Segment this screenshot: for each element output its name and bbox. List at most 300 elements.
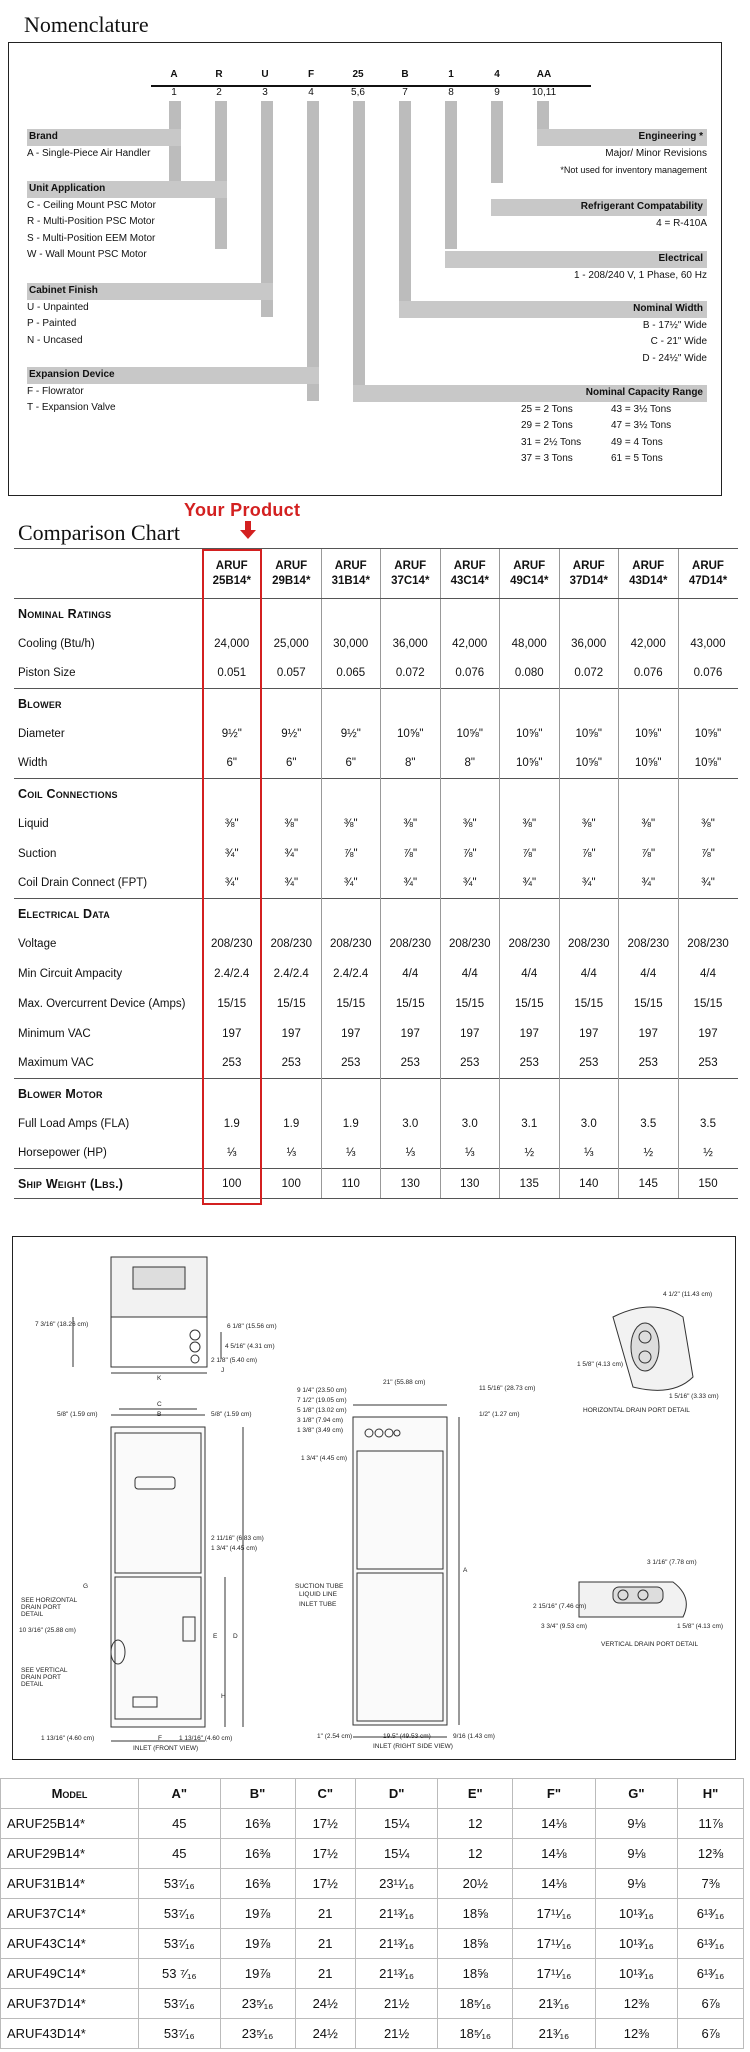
capacity-value: 49 = 4 Tons [611, 436, 663, 448]
section-line: T - Expansion Valve [27, 402, 116, 413]
column-header: A" [139, 1779, 221, 1809]
table-cell: 197 [678, 1019, 738, 1049]
empty-cell [440, 899, 500, 929]
column-header: D" [355, 1779, 437, 1809]
table-cell: 53⁷⁄₁₆ [139, 2019, 221, 2049]
refrigerant-section [491, 199, 707, 232]
empty-cell [500, 899, 560, 929]
table-cell: ¾" [262, 839, 322, 869]
row-label: Cooling (Btu/h) [18, 637, 95, 650]
table-cell: 11⅞ [678, 1809, 744, 1839]
your-product-highlight [202, 549, 262, 1205]
column-header: E" [438, 1779, 513, 1809]
row-label: Diameter [18, 727, 65, 740]
table-cell: 2.4/2.4 [262, 959, 322, 989]
table-cell: 10¹³⁄₁₆ [595, 1929, 677, 1959]
model-code: 47D14* [688, 574, 728, 587]
group-heading: Electrical Data [14, 899, 202, 929]
unit-application-section [27, 181, 227, 264]
dim-label: SEE VERTICAL DRAIN PORT DETAIL [21, 1667, 68, 1688]
table-cell: 0.080 [500, 659, 560, 689]
table-cell: 23⁵⁄₁₆ [220, 2019, 295, 2049]
table-cell: 15/15 [202, 989, 262, 1019]
table-cell: 21½ [355, 1989, 437, 2019]
table-cell: 208/230 [440, 929, 500, 959]
connector-bar [353, 101, 365, 401]
table-cell: 197 [321, 1019, 381, 1049]
table-cell: 12 [438, 1839, 513, 1869]
detail-title: HORIZONTAL DRAIN PORT DETAIL [583, 1407, 690, 1414]
column-header: C" [295, 1779, 355, 1809]
table-cell: 197 [381, 1019, 441, 1049]
nomenclature-title: Nomenclature [24, 12, 149, 37]
nomenclature-panel [8, 42, 722, 496]
table-cell: ¾" [321, 869, 381, 899]
empty-cell [440, 689, 500, 719]
empty-cell [559, 899, 619, 929]
capacity-value: 61 = 5 Tons [611, 453, 663, 464]
capacity-value: 47 = 3½ Tons [611, 420, 672, 431]
table-cell: ⅞" [559, 839, 619, 869]
dim-label: 3 1/8" (7.94 cm) [297, 1417, 344, 1424]
table-cell: 42,000 [440, 629, 500, 659]
model-code: 31B14* [331, 574, 370, 587]
table-cell: 140 [559, 1169, 619, 1199]
section-heading: Engineering * [537, 129, 707, 146]
row-label: Horsepower (HP) [18, 1147, 107, 1160]
empty-cell [500, 1079, 560, 1109]
connector-bar [537, 101, 549, 129]
dim-label: 2 11/16" (6.83 cm) [211, 1535, 264, 1542]
table-cell: 25,000 [262, 629, 322, 659]
empty-cell [440, 599, 500, 629]
table-cell: 12 [438, 1809, 513, 1839]
table-cell: 23⁵⁄₁₆ [220, 1989, 295, 2019]
connector-bar [445, 101, 457, 249]
model-cell: ARUF37C14* [1, 1899, 139, 1929]
empty-cell [262, 689, 322, 719]
table-cell: 1.9 [321, 1109, 381, 1139]
dim-label: 1 13/16" (4.60 cm) [179, 1735, 233, 1742]
group-row [14, 689, 738, 719]
table-cell: 14⅛ [513, 1839, 595, 1869]
empty-cell [381, 689, 441, 719]
diagram-drawing [13, 1237, 737, 1761]
column-header: F" [513, 1779, 595, 1809]
table-cell: 18⅝ [438, 1929, 513, 1959]
table-cell: 3.5 [678, 1109, 738, 1139]
table-cell: 208/230 [321, 929, 381, 959]
table-cell: ⅞" [321, 839, 381, 869]
dim-label: INLET (FRONT VIEW) [133, 1745, 199, 1752]
table-cell: 21¹³⁄₁₆ [355, 1899, 437, 1929]
section-line: F - Flowrator [27, 385, 84, 397]
table-cell: 16⅜ [220, 1869, 295, 1899]
table-cell: 17½ [295, 1839, 355, 1869]
brand-section [27, 129, 181, 162]
empty-cell [678, 599, 738, 629]
table-cell: ⅞" [381, 839, 441, 869]
table-cell: 36,000 [559, 629, 619, 659]
empty-cell [678, 1079, 738, 1109]
table-cell: 100 [202, 1169, 262, 1199]
section-line: Major/ Minor Revisions [605, 147, 707, 159]
empty-cell [559, 689, 619, 719]
table-cell: 15/15 [559, 989, 619, 1019]
group-row [14, 1079, 738, 1109]
connector-bar [491, 101, 503, 183]
table-cell: 6⅞ [678, 1989, 744, 2019]
table-cell: 15/15 [440, 989, 500, 1019]
dimension-diagram [12, 1236, 736, 1760]
table-cell: 16⅜ [220, 1809, 295, 1839]
code-position: 4 [308, 87, 314, 98]
dim-label: B [157, 1411, 162, 1418]
table-row [14, 719, 738, 749]
your-product-label: Your Product [184, 500, 301, 520]
empty-cell [381, 779, 441, 809]
table-cell: ⅜" [619, 809, 679, 839]
dim-label: 1 5/16" (3.33 cm) [669, 1393, 719, 1400]
empty-cell [559, 779, 619, 809]
nominal-width-section [399, 301, 707, 367]
group-row [14, 779, 738, 809]
dim-label: 1 3/8" (3.49 cm) [297, 1427, 344, 1434]
dim-label: 1 5/8" (4.13 cm) [677, 1623, 724, 1630]
dim-label: SEE HORIZONTAL DRAIN PORT DETAIL [21, 1597, 77, 1618]
table-cell: ⅓ [440, 1139, 500, 1169]
table-cell: 12⅜ [678, 1839, 744, 1869]
table-cell: ½ [500, 1139, 560, 1169]
table-cell: 18⅝ [438, 1899, 513, 1929]
table-cell: 208/230 [262, 929, 322, 959]
table-cell: 10⅝" [619, 749, 679, 779]
capacity-value: 31 = 2½ Tons [521, 436, 582, 448]
model-code: 37C14* [391, 574, 430, 587]
table-cell: 30,000 [321, 629, 381, 659]
model-header [619, 549, 679, 599]
table-cell: 21¹³⁄₁₆ [355, 1929, 437, 1959]
model-header [262, 549, 322, 599]
table-cell: 10⅝" [500, 719, 560, 749]
dim-label: 11 5/16" (28.73 cm) [479, 1385, 536, 1392]
dim-label: 1 5/8" (4.13 cm) [577, 1361, 624, 1368]
table-cell: 15/15 [321, 989, 381, 1019]
dim-label: 7 3/16" (18.26 cm) [35, 1321, 89, 1328]
table-cell: 100 [262, 1169, 322, 1199]
table-cell: 6¹³⁄₁₆ [678, 1959, 744, 1989]
table-cell: 3.5 [619, 1109, 679, 1139]
model-cell: ARUF25B14* [1, 1809, 139, 1839]
capacity-row [353, 418, 707, 435]
empty-cell [262, 899, 322, 929]
table-cell: 4/4 [440, 959, 500, 989]
table-row [14, 809, 738, 839]
down-arrow-icon [240, 521, 256, 539]
table-cell: 18⅝ [438, 1959, 513, 1989]
table-cell: 14⅛ [513, 1869, 595, 1899]
section-heading: Electrical [445, 251, 707, 268]
table-cell: ¾" [440, 869, 500, 899]
empty-cell [321, 599, 381, 629]
section-line: A - Single-Piece Air Handler [27, 147, 151, 159]
table-cell: 45 [139, 1809, 221, 1839]
table-cell: 17¹¹⁄₁₆ [513, 1959, 595, 1989]
section-line: C - 21" Wide [650, 336, 707, 347]
table-row [1, 1929, 744, 1959]
empty-cell [559, 599, 619, 629]
table-cell: 17¹¹⁄₁₆ [513, 1899, 595, 1929]
code-position: 8 [448, 87, 454, 98]
table-cell: 253 [381, 1049, 441, 1079]
table-cell: 15/15 [678, 989, 738, 1019]
table-cell: 4/4 [559, 959, 619, 989]
table-cell: 53⁷⁄₁₆ [139, 1869, 221, 1899]
table-cell: 21 [295, 1959, 355, 1989]
table-cell: 9⅛ [595, 1839, 677, 1869]
section-line: C - Ceiling Mount PSC Motor [27, 199, 156, 211]
group-heading: Coil Connections [14, 779, 202, 809]
table-row [14, 1019, 738, 1049]
section-line: S - Multi-Position EEM Motor [27, 232, 156, 244]
model-code: 37D14* [569, 574, 608, 587]
table-cell: ⅜" [500, 809, 560, 839]
table-cell: 130 [440, 1169, 500, 1199]
table-cell: ⅞" [500, 839, 560, 869]
table-cell: 15¼ [355, 1839, 437, 1869]
empty-cell [619, 779, 679, 809]
expansion-device-section [27, 367, 319, 417]
table-cell: 17½ [295, 1809, 355, 1839]
header-row [14, 549, 738, 599]
table-cell: 10⅝" [440, 719, 500, 749]
row-label: Piston Size [18, 667, 76, 680]
row-label: Maximum VAC [18, 1057, 94, 1070]
table-cell: 16⅜ [220, 1839, 295, 1869]
table-row [1, 1839, 744, 1869]
table-cell: ½ [619, 1139, 679, 1169]
empty-cell [381, 899, 441, 929]
table-cell: 9½" [202, 719, 262, 749]
dimensions-table [0, 1778, 744, 2049]
section-line: 1 - 208/240 V, 1 Phase, 60 Hz [573, 269, 707, 281]
table-row [1, 1899, 744, 1929]
table-cell: ¾" [202, 839, 262, 869]
table-cell: 208/230 [619, 929, 679, 959]
section-line: U - Unpainted [27, 301, 89, 313]
model-series: ARUF [513, 559, 546, 572]
model-series: ARUF [453, 559, 486, 572]
table-cell: 9½" [262, 719, 322, 749]
table-cell: ⅜" [559, 809, 619, 839]
table-cell: 19⅞ [220, 1929, 295, 1959]
table-cell: 6" [321, 749, 381, 779]
row-label: Full Load Amps (FLA) [18, 1117, 130, 1130]
table-cell: 0.076 [678, 659, 738, 689]
table-cell: ⅓ [321, 1139, 381, 1169]
empty-cell [262, 1079, 322, 1109]
table-cell: 8" [381, 749, 441, 779]
table-cell: ⅓ [381, 1139, 441, 1169]
empty-cell [500, 779, 560, 809]
code-letter: AA [536, 69, 552, 80]
connector-bar [307, 101, 319, 401]
section-line: B - 17½" Wide [642, 319, 707, 331]
table-cell: 17½ [295, 1869, 355, 1899]
dim-label: A [463, 1567, 468, 1574]
capacity-row [353, 402, 707, 419]
dim-label: 2 1/8" (5.40 cm) [211, 1357, 258, 1364]
section-heading: Brand [27, 129, 181, 146]
dim-label: 4 1/2" (11.43 cm) [663, 1291, 713, 1298]
dim-label: H [221, 1693, 226, 1700]
table-cell: 19⅞ [220, 1959, 295, 1989]
table-row [14, 659, 738, 689]
table-cell: 12⅜ [595, 2019, 677, 2049]
table-cell: ⅓ [262, 1139, 322, 1169]
table-cell: 197 [619, 1019, 679, 1049]
row-label: Coil Drain Connect (FPT) [18, 877, 148, 890]
table-cell: ⅜" [202, 809, 262, 839]
cabinet-finish-section [27, 283, 273, 349]
table-row [1, 1989, 744, 2019]
table-cell: 15/15 [262, 989, 322, 1019]
table-cell: 7⅜ [678, 1869, 744, 1899]
row-label: Liquid [18, 817, 49, 830]
table-cell: 6" [262, 749, 322, 779]
table-cell: 0.072 [559, 659, 619, 689]
empty-cell [321, 899, 381, 929]
table-cell: 24½ [295, 2019, 355, 2049]
table-cell: 197 [202, 1019, 262, 1049]
engineering-section [537, 129, 707, 179]
table-cell: 15¼ [355, 1809, 437, 1839]
table-cell: 0.076 [619, 659, 679, 689]
model-cell: ARUF49C14* [1, 1959, 139, 1989]
dim-label: 4 5/16" (4.31 cm) [225, 1343, 275, 1350]
empty-cell [321, 689, 381, 719]
dim-label: J [221, 1367, 225, 1374]
table-cell: 4/4 [381, 959, 441, 989]
table-cell: 45 [139, 1839, 221, 1869]
table-cell: 9⅛ [595, 1809, 677, 1839]
dim-label: 1" (2.54 cm) [317, 1733, 353, 1740]
dim-label: 1/2" (1.27 cm) [479, 1411, 520, 1418]
table-cell: 20½ [438, 1869, 513, 1899]
section-line: P - Painted [27, 318, 77, 329]
section-line: D - 24½" Wide [642, 352, 707, 364]
dim-label: D [233, 1633, 238, 1640]
dim-label: INLET TUBE [299, 1601, 337, 1608]
section-line: W - Wall Mount PSC Motor [27, 249, 147, 260]
dim-label: 1 3/4" (4.45 cm) [301, 1455, 348, 1462]
dim-label: G [83, 1583, 89, 1590]
section-heading: Nominal Width [399, 301, 707, 318]
table-cell: 10⅝" [381, 719, 441, 749]
table-cell: 253 [321, 1049, 381, 1079]
group-heading: Blower Motor [14, 1079, 202, 1109]
table-cell: 53⁷⁄₁₆ [139, 1929, 221, 1959]
table-row [14, 929, 738, 959]
nominal-capacity-section [353, 385, 707, 468]
table-cell: 0.051 [202, 659, 262, 689]
table-cell: 21 [295, 1899, 355, 1929]
code-letter: U [261, 69, 269, 80]
table-cell: 0.072 [381, 659, 441, 689]
empty-cell [321, 779, 381, 809]
column-header: B" [220, 1779, 295, 1809]
section-line: N - Uncased [27, 334, 83, 346]
section-heading: Nominal Capacity Range [353, 385, 707, 402]
table-cell: ⅜" [381, 809, 441, 839]
empty-cell [440, 779, 500, 809]
empty-cell [619, 689, 679, 719]
model-header [678, 549, 738, 599]
table-cell: 10⅝" [619, 719, 679, 749]
comparison-table [14, 548, 738, 1199]
model-series: ARUF [275, 559, 308, 572]
model-code: 49C14* [510, 574, 549, 587]
table-cell: ¾" [202, 869, 262, 899]
section-heading: Unit Application [27, 181, 227, 198]
table-cell: 4/4 [500, 959, 560, 989]
table-row [1, 2019, 744, 2049]
table-cell: ⅞" [619, 839, 679, 869]
table-cell: 197 [500, 1019, 560, 1049]
table-cell: 53⁷⁄₁₆ [139, 1989, 221, 2019]
empty-cell [619, 1079, 679, 1109]
group-heading: Blower [14, 689, 202, 719]
table-cell: 15/15 [500, 989, 560, 1019]
table-cell: 253 [202, 1049, 262, 1079]
table-cell: 23¹¹⁄₁₆ [355, 1869, 437, 1899]
empty-cell [500, 689, 560, 719]
model-series: ARUF [394, 559, 427, 572]
dim-label: 5/8" (1.59 cm) [57, 1411, 98, 1418]
comparison-title: Comparison Chart [18, 520, 180, 545]
group-row [14, 599, 738, 629]
table-cell: 2.4/2.4 [202, 959, 262, 989]
dim-label: 7 1/2" (19.05 cm) [297, 1397, 347, 1404]
table-cell: 253 [559, 1049, 619, 1079]
table-cell: 6¹³⁄₁₆ [678, 1929, 744, 1959]
table-cell: 253 [678, 1049, 738, 1079]
table-cell: 10⅝" [559, 719, 619, 749]
table-cell: 24½ [295, 1989, 355, 2019]
model-header [321, 549, 381, 599]
dim-label: C [157, 1401, 162, 1408]
dim-label: 5/8" (1.59 cm) [211, 1411, 252, 1418]
table-cell: 10⅝" [678, 719, 738, 749]
table-cell: ¾" [381, 869, 441, 899]
dim-label: 10 3/16" (25.88 cm) [19, 1627, 76, 1634]
table-cell: 18⁵⁄₁₆ [438, 1989, 513, 2019]
corner-cell [14, 549, 202, 599]
empty-cell [381, 599, 441, 629]
table-cell: 197 [262, 1019, 322, 1049]
table-cell: 3.0 [440, 1109, 500, 1139]
table-cell: 9½" [321, 719, 381, 749]
table-cell: 18⁵⁄₁₆ [438, 2019, 513, 2049]
table-cell: 8" [440, 749, 500, 779]
dim-label: 3 1/16" (7.78 cm) [647, 1559, 697, 1566]
table-cell: 253 [440, 1049, 500, 1079]
code-letter: 25 [352, 69, 364, 80]
row-label: Width [18, 757, 48, 770]
code-position: 10,11 [531, 87, 557, 98]
empty-cell [678, 689, 738, 719]
table-cell: 4/4 [619, 959, 679, 989]
